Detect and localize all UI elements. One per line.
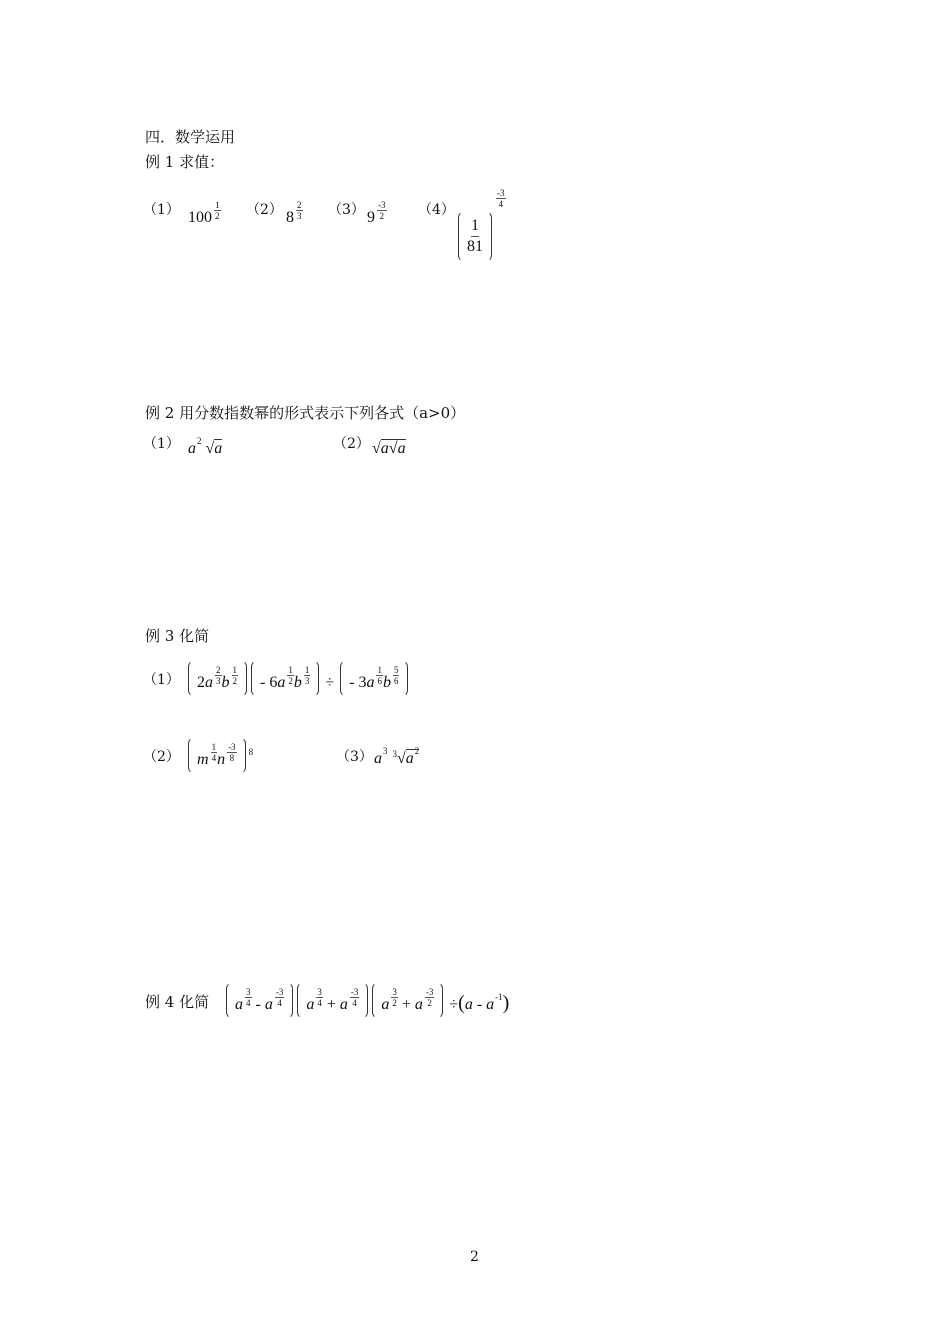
ex1-label-1: （1） — [143, 202, 180, 218]
example-4-title: 例 4 化简 — [145, 993, 210, 1011]
ex1-label-4: （4） — [418, 202, 455, 218]
ex2-label-1: （1） — [143, 436, 180, 452]
ex2-label-2: （2） — [333, 436, 370, 452]
ex3-label-1: （1） — [143, 672, 180, 688]
ex1-label-2: （2） — [246, 202, 283, 218]
ex3-expr-3: $a^3$ $^3√a^2$ — [374, 746, 420, 767]
example-1-title: 例 1 求值： — [145, 153, 225, 171]
ex1-expr-3: 9 $\frac{-3}{2}$ — [367, 200, 386, 226]
ex3-expr-1: 2a $\frac{2}{3}$ b $\frac{1}{2}$ - 6a $\frac{1}{2}$ b $\frac{1}{3}$ ÷ - 3a $\frac{1}{6}$ b $\frac{5}{6}$ — [186, 660, 410, 697]
ex4-expr: a $\frac{3}{4}$ - a $\frac{-3}{4}$ a $\frac{3}{4}$ + a $\frac{-3}{4}$ a $\frac{3}{2}$ + a $\frac{-3}{2}$ $\div(a - a^{-1})$ — [224, 982, 509, 1019]
ex3-label-3: （3） — [336, 749, 373, 765]
section-title: 四．数学运用 — [145, 128, 236, 146]
ex1-label-3: （3） — [328, 202, 365, 218]
ex1-expr-1: 100 $\frac{1}{2}$ — [188, 200, 220, 226]
ex1-expr-4: $\frac{1}{81}$ $\frac{-3}{4}$ — [456, 188, 506, 262]
page-number: 2 — [470, 1249, 479, 1265]
ex3-expr-2: m $\frac{1}{4}$ n $\frac{-3}{8}$ $^8$ — [186, 737, 253, 774]
ex2-expr-1: $a^2$ √a — [188, 436, 223, 457]
ex3-label-2: （2） — [143, 749, 180, 765]
example-2-title: 例 2 用分数指数幂的形式表示下列各式（a>0） — [145, 404, 466, 422]
example-3-title: 例 3 化简 — [145, 627, 210, 645]
ex1-expr-2: 8 $\frac{2}{3}$ — [286, 200, 302, 226]
ex2-expr-2: √a√a — [372, 440, 406, 457]
